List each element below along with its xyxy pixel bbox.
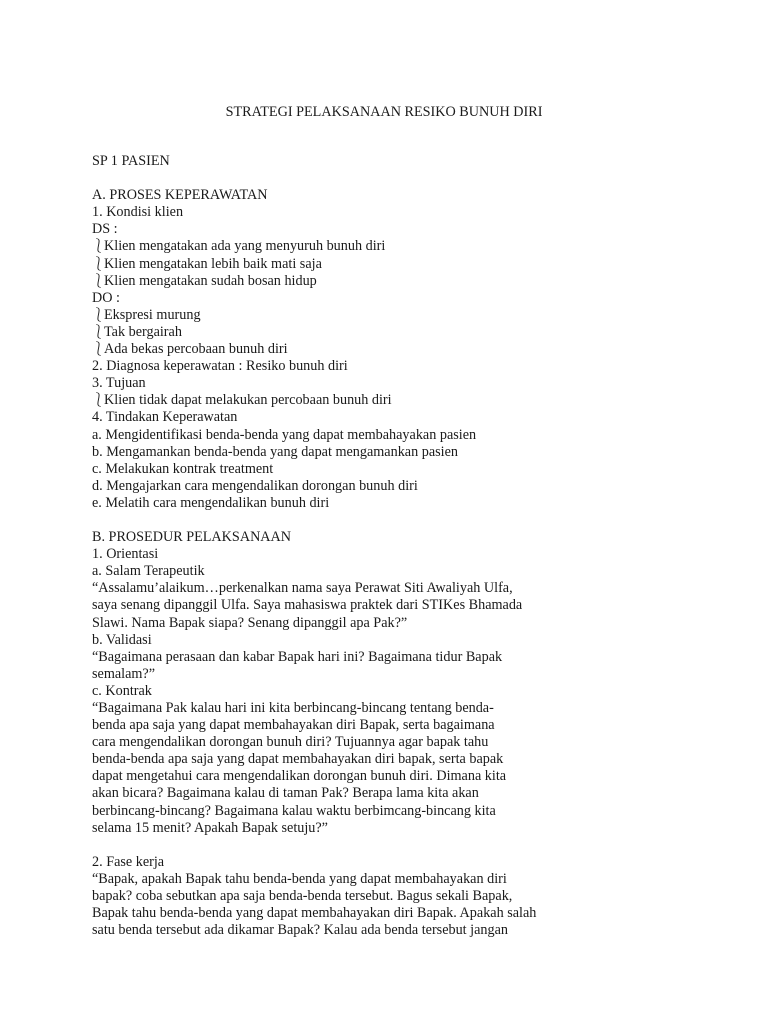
line-text: A. PROSES KEPERAWATAN (92, 187, 268, 204)
text-line (92, 683, 692, 700)
line-text: 3. Tujuan (92, 375, 146, 392)
line-text: 2. Diagnosa keperawatan : Resiko bunuh diri (92, 358, 348, 375)
line-text: semalam?” (92, 665, 156, 682)
bullet-icon: ⎱ (92, 342, 106, 358)
text-line (92, 358, 692, 375)
text-line (92, 409, 692, 426)
line-text: b. Mengamankan benda-benda yang dapat mengamankan pasien (92, 443, 458, 460)
line-text: c. Kontrak (92, 682, 152, 699)
blank-line (92, 837, 692, 854)
text-line (92, 820, 692, 837)
bullet-icon: ⎱ (92, 256, 106, 272)
bullet-line (92, 307, 692, 324)
line-text: Klien tidak dapat melakukan percobaan bunuh diri (104, 392, 392, 409)
text-line (92, 785, 692, 802)
text-line (92, 768, 692, 785)
line-text: benda apa saja yang dapat membahayakan diri Bapak, serta bagaimana (92, 717, 495, 734)
bullet-icon: ⎱ (92, 239, 106, 255)
line-text: 1. Orientasi (92, 546, 159, 563)
text-line (92, 375, 692, 392)
text-line (92, 478, 692, 495)
line-text: “Assalamu’alaikum…perkenalkan nama saya Perawat Siti Awaliyah Ulfa, (92, 580, 513, 597)
line-text: “Bagaimana Pak kalau hari ini kita berbincang-bincang tentang benda- (92, 700, 494, 716)
bullet-icon: ⎱ (92, 273, 106, 289)
text-line (92, 153, 692, 170)
line-text: Klien mengatakan ada yang menyuruh bunuh diri (104, 238, 386, 255)
text-line (92, 751, 692, 768)
text-line (92, 854, 692, 871)
line-text: c. Melakukan kontrak treatment (92, 460, 274, 477)
bullet-line (92, 256, 692, 273)
text-line (92, 632, 692, 649)
text-line (92, 546, 692, 563)
line-text: d. Mengajarkan cara mengendalikan dorongan bunuh diri (92, 477, 418, 494)
line-text: benda-benda apa saja yang dapat membahayakan diri bapak, serta bapak (92, 751, 504, 768)
line-text: Klien mengatakan sudah bosan hidup (104, 272, 317, 289)
line-text: DO : (92, 289, 120, 306)
document-title: STRATEGI PELAKSANAAN RESIKO BUNUH DIRI (225, 104, 543, 120)
line-text: Bapak tahu benda-benda yang dapat membahayakan diri Bapak. Apakah salah (92, 905, 537, 922)
line-text: a. Salam Terapeutik (92, 563, 205, 580)
document-body (92, 153, 692, 939)
line-text: SP 1 PASIEN (92, 153, 170, 169)
text-line (92, 871, 692, 888)
bullet-line (92, 341, 692, 358)
text-line (92, 444, 692, 461)
bullet-icon: ⎱ (92, 307, 106, 323)
line-text: saya senang dipanggil Ulfa. Saya mahasiswa praktek dari STIKes Bhamada (92, 597, 523, 614)
line-text: bapak? coba sebutkan apa saja benda-benda tersebut. Bagus sekali Bapak, (92, 888, 513, 905)
text-line (92, 717, 692, 734)
text-line (92, 734, 692, 751)
line-text: 2. Fase kerja (92, 853, 165, 870)
text-line (92, 290, 692, 307)
line-text: b. Validasi (92, 631, 152, 648)
text-line (92, 615, 692, 632)
bullet-line (92, 324, 692, 341)
bullet-icon: ⎱ (92, 324, 106, 340)
bullet-line (92, 238, 692, 255)
line-text: Slawi. Nama Bapak siapa? Senang dipanggil apa Pak?” (92, 614, 408, 631)
text-line (92, 427, 692, 444)
line-text: 1. Kondisi klien (92, 204, 184, 221)
line-text: akan bicara? Bagaimana kalau di taman Pak? Berapa lama kita akan (92, 785, 479, 802)
text-line (92, 221, 692, 238)
line-text: Ada bekas percobaan bunuh diri (104, 341, 288, 358)
text-line (92, 922, 692, 939)
text-line (92, 649, 692, 666)
line-text: 4. Tindakan Keperawatan (92, 409, 238, 426)
line-text: a. Mengidentifikasi benda-benda yang dapat membahayakan pasien (92, 426, 477, 443)
blank-line (92, 170, 692, 187)
text-line (92, 563, 692, 580)
text-line (92, 495, 692, 512)
text-line (92, 461, 692, 478)
text-line (92, 597, 692, 614)
text-line (92, 666, 692, 683)
text-line (92, 700, 692, 717)
line-text: dapat mengetahui cara mengendalikan dorongan bunuh diri. Dimana kita (92, 768, 507, 785)
text-line (92, 580, 692, 597)
line-text: Tak bergairah (104, 323, 182, 340)
line-text: cara mengendalikan dorongan bunuh diri? Tujuannya agar bapak tahu (92, 734, 489, 751)
line-text: “Bapak, apakah Bapak tahu benda-benda yang dapat membahayakan diri (92, 870, 507, 887)
text-line (92, 187, 692, 204)
text-line (92, 803, 692, 820)
text-line (92, 529, 692, 546)
line-text: “Bagaimana perasaan dan kabar Bapak hari ini? Bagaimana tidur Bapak (92, 648, 503, 665)
text-line (92, 905, 692, 922)
line-text: Ekspresi murung (104, 306, 201, 323)
line-text: Klien mengatakan lebih baik mati saja (104, 255, 322, 272)
line-text: e. Melatih cara mengendalikan bunuh diri (92, 494, 330, 511)
blank-line (92, 512, 692, 529)
bullet-line (92, 392, 692, 409)
line-text: berbincang-bincang? Bagaimana kalau waktu berbimcang-bincang kita (92, 802, 496, 819)
text-line (92, 888, 692, 905)
bullet-line (92, 273, 692, 290)
text-line (92, 204, 692, 221)
bullet-icon: ⎱ (92, 393, 106, 409)
line-text: DS : (92, 221, 118, 238)
line-text: satu benda tersebut ada dikamar Bapak? Kalau ada benda tersebut jangan (92, 922, 508, 939)
line-text: B. PROSEDUR PELAKSANAAN (92, 529, 292, 546)
line-text: selama 15 menit? Apakah Bapak setuju?” (92, 819, 328, 836)
